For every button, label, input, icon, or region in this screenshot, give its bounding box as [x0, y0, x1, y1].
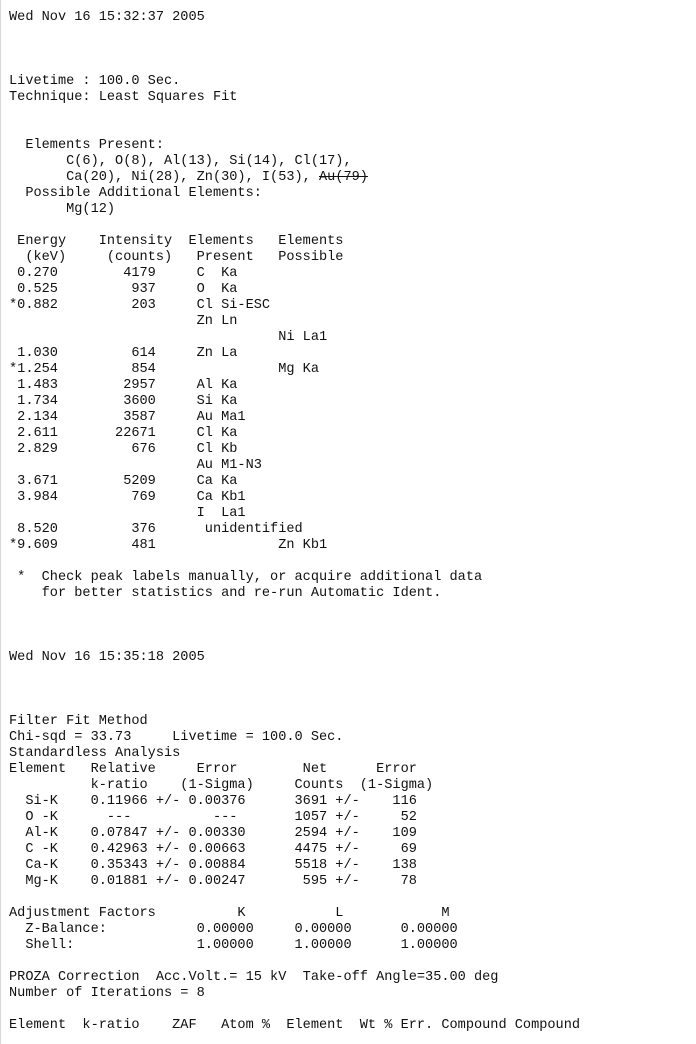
peak-row: 3.984 769 Ca Kb1 [9, 490, 246, 505]
peak-row: *9.609 481 Zn Kb1 [9, 538, 328, 553]
analysis-line: Standardless Analysis [9, 746, 181, 761]
peak-row: 8.520 376 unidentified [9, 522, 303, 537]
eds-report-page [9, 10, 689, 1034]
quant-table-header: k-ratio (1-Sigma) Counts (1-Sigma) [9, 778, 434, 793]
footnote-line: * Check peak labels manually, or acquire additional data [9, 570, 483, 585]
peak-row: 2.134 3587 Au Ma1 [9, 410, 246, 425]
elements-present-line [9, 170, 689, 186]
livetime-line: Livetime : 100.0 Sec. [9, 74, 181, 89]
iterations-line: Number of Iterations = 8 [9, 986, 205, 1001]
peak-row: 3.671 5209 Ca Ka [9, 474, 238, 489]
z-balance-row: Z-Balance: 0.00000 0.00000 0.00000 [9, 922, 458, 937]
peak-row: *1.254 854 Mg Ka [9, 362, 319, 377]
fit-method-line: Filter Fit Method [9, 714, 148, 729]
results-table-header: Element k-ratio ZAF Atom % Element Wt % Err. Compound Compound [9, 1018, 581, 1033]
peak-row: *0.882 203 Cl Si-ESC [9, 298, 271, 313]
adjustment-factors-header: Adjustment Factors K L M [9, 906, 450, 921]
chi-squared-line: Chi-sqd = 33.73 Livetime = 100.0 Sec. [9, 730, 344, 745]
peak-row: 1.030 614 Zn La [9, 346, 238, 361]
shell-row: Shell: 1.00000 1.00000 1.00000 [9, 938, 458, 953]
peak-row: 0.270 4179 C Ka [9, 266, 238, 281]
quant-row: C -K 0.42963 +/- 0.00663 4475 +/- 69 [9, 842, 417, 857]
report2-timestamp: Wed Nov 16 15:35:18 2005 [9, 650, 205, 665]
peak-row: Ni La1 [9, 330, 328, 345]
peak-table-header: (keV) (counts) Present Possible [9, 250, 344, 265]
quant-row: Mg-K 0.01881 +/- 0.00247 595 +/- 78 [9, 874, 417, 889]
elements-present-line: C(6), O(8), Al(13), Si(14), Cl(17), [9, 154, 352, 169]
peak-table-header: Energy Intensity Elements Elements [9, 234, 344, 249]
peak-row: 1.483 2957 Al Ka [9, 378, 238, 393]
page-edge-rule [0, 0, 1, 1044]
possible-elements-line: Mg(12) [9, 202, 116, 217]
elements-present-text: Ca(20), Ni(28), Zn(30), I(53), [9, 170, 319, 185]
quant-row: Si-K 0.11966 +/- 0.00376 3691 +/- 116 [9, 794, 417, 809]
proza-correction-line: PROZA Correction Acc.Volt.= 15 kV Take-off Angle=35.00 deg [9, 970, 499, 985]
peak-row: 1.734 3600 Si Ka [9, 394, 238, 409]
quant-table [9, 794, 689, 890]
possible-elements-heading: Possible Additional Elements: [9, 186, 262, 201]
quant-row: Ca-K 0.35343 +/- 0.00884 5518 +/- 138 [9, 858, 417, 873]
elements-present-heading: Elements Present: [9, 138, 164, 153]
peak-row: 2.611 22671 Cl Ka [9, 426, 238, 441]
peak-row: 0.525 937 O Ka [9, 282, 238, 297]
quant-row: Al-K 0.07847 +/- 0.00330 2594 +/- 109 [9, 826, 417, 841]
peak-row: Zn Ln [9, 314, 238, 329]
peak-row: Au M1-N3 [9, 458, 262, 473]
report1-timestamp: Wed Nov 16 15:32:37 2005 [9, 10, 205, 25]
quant-row: O -K --- --- 1057 +/- 52 [9, 810, 417, 825]
footnote-line: for better statistics and re-run Automatic Ident. [9, 586, 442, 601]
quant-table-header: Element Relative Error Net Error [9, 762, 417, 777]
peak-table [9, 266, 689, 554]
struck-element: Au(79) [319, 170, 368, 185]
technique-line: Technique: Least Squares Fit [9, 90, 238, 105]
peak-row: I La1 [9, 506, 246, 521]
peak-row: 2.829 676 Cl Kb [9, 442, 238, 457]
